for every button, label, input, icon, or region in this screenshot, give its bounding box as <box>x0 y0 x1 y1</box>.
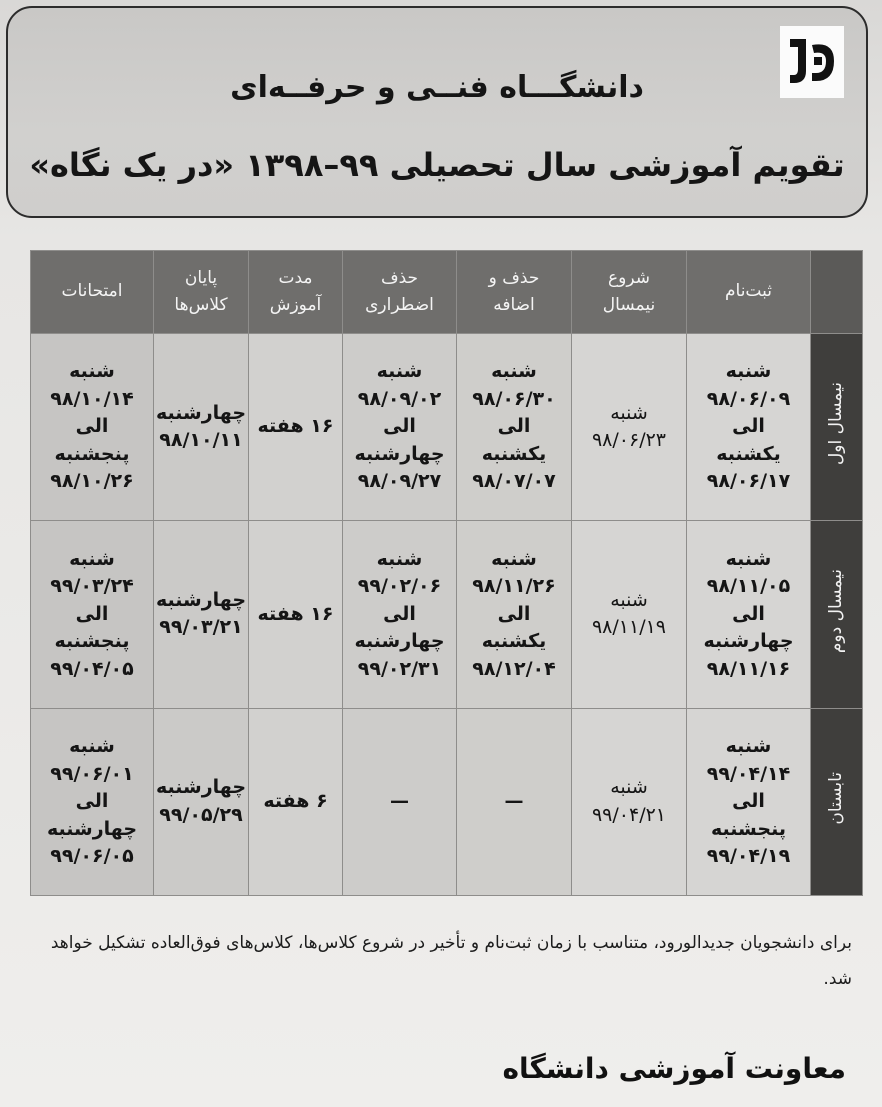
header-corner <box>811 251 863 334</box>
table-header-row <box>31 251 863 334</box>
registration-cell: شنبه ۹۸/۱۱/۰۵ الی چهارشنبه ۹۸/۱۱/۱۶ <box>687 521 811 708</box>
semester-label-cell <box>811 521 863 708</box>
header-semester-start: شروع نیمسال <box>572 251 687 334</box>
header-box <box>6 6 868 218</box>
semester-start-cell: شنبه ۹۸/۰۶/۲۳ <box>572 334 687 521</box>
signature: معاونت آموزشی دانشگاه <box>502 1052 846 1085</box>
table-row-summer <box>31 708 863 895</box>
classes-end-cell: چهارشنبه ۹۹/۰۳/۲۱ <box>154 521 249 708</box>
classes-end-cell: چهارشنبه ۹۹/۰۵/۲۹ <box>154 708 249 895</box>
semester-label: نیمسال اول <box>826 381 847 465</box>
registration-cell: شنبه ۹۹/۰۴/۱۴ الی پنجشنبه ۹۹/۰۴/۱۹ <box>687 708 811 895</box>
header-add-drop: حذف و اضافه <box>457 251 572 334</box>
emergency-drop-cell: شنبه ۹۸/۰۹/۰۲ الی چهارشنبه ۹۸/۰۹/۲۷ <box>343 334 457 521</box>
emergency-drop-cell: — <box>343 708 457 895</box>
academic-calendar-table <box>30 250 863 896</box>
university-title: دانشگـــاه فنــی و حرفــه‌ای <box>230 70 644 105</box>
classes-end-cell: چهارشنبه ۹۸/۱۰/۱۱ <box>154 334 249 521</box>
calendar-title: تقویم آموزشی سال تحصیلی ۹۹–۱۳۹۸ «در یک نگاه» <box>29 146 845 184</box>
table-row-second-semester <box>31 521 863 708</box>
emergency-drop-cell: شنبه ۹۹/۰۲/۰۶ الی چهارشنبه ۹۹/۰۲/۳۱ <box>343 521 457 708</box>
exams-cell: شنبه ۹۸/۱۰/۱۴ الی پنجشنبه ۹۸/۱۰/۲۶ <box>31 334 154 521</box>
header-registration: ثبت‌نام <box>687 251 811 334</box>
header-classes-end: پایان کلاس‌ها <box>154 251 249 334</box>
semester-start-cell: شنبه ۹۸/۱۱/۱۹ <box>572 521 687 708</box>
header-emergency-drop: حذف اضطراری <box>343 251 457 334</box>
footnote: برای دانشجویان جدیدالورود، متناسب با زمان ثبت‌نام و تأخیر در شروع کلاس‌ها، کلاس‌های فوق‌العاده تشکیل خواهد شد. <box>50 933 852 989</box>
add-drop-cell: — <box>457 708 572 895</box>
add-drop-cell: شنبه ۹۸/۱۱/۲۶ الی یکشنبه ۹۸/۱۲/۰۴ <box>457 521 572 708</box>
duration-cell: ۱۶ هفته <box>249 334 343 521</box>
table-row-first-semester <box>31 334 863 521</box>
semester-label: نیمسال دوم <box>826 568 847 653</box>
exams-cell: شنبه ۹۹/۰۶/۰۱ الی چهارشنبه ۹۹/۰۶/۰۵ <box>31 708 154 895</box>
add-drop-cell: شنبه ۹۸/۰۶/۳۰ الی یکشنبه ۹۸/۰۷/۰۷ <box>457 334 572 521</box>
duration-cell: ۱۶ هفته <box>249 521 343 708</box>
duration-cell: ۶ هفته <box>249 708 343 895</box>
semester-label-cell <box>811 334 863 521</box>
semester-label-cell <box>811 708 863 895</box>
header-exams: امتحانات <box>31 251 154 334</box>
registration-cell: شنبه ۹۸/۰۶/۰۹ الی یکشنبه ۹۸/۰۶/۱۷ <box>687 334 811 521</box>
semester-label: تابستان <box>826 771 847 825</box>
header-duration: مدت آموزش <box>249 251 343 334</box>
semester-start-cell: شنبه ۹۹/۰۴/۲۱ <box>572 708 687 895</box>
exams-cell: شنبه ۹۹/۰۳/۲۴ الی پنجشنبه ۹۹/۰۴/۰۵ <box>31 521 154 708</box>
